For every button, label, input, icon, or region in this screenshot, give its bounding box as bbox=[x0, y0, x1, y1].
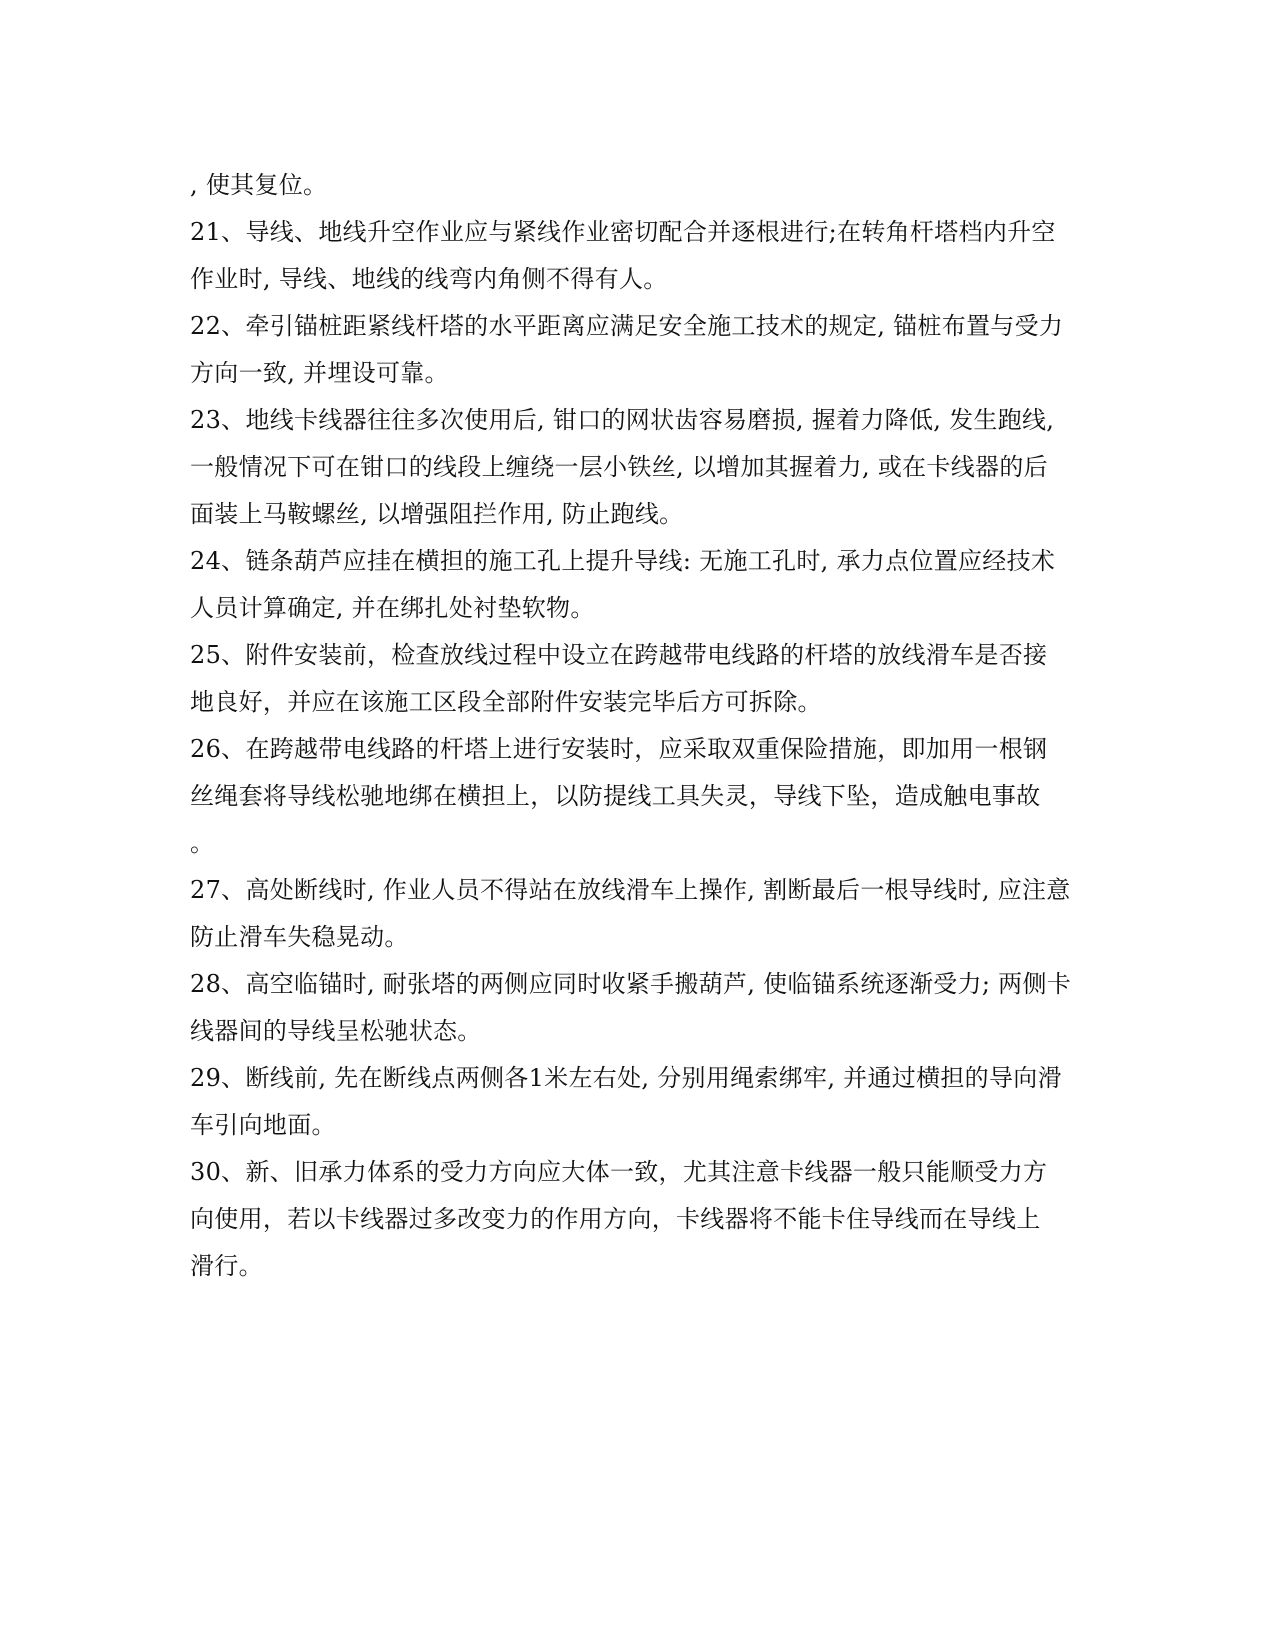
text-line: 车引向地面。 bbox=[190, 1111, 336, 1139]
text-line: 29、断线前, 先在断线点两侧各1米左右处, 分别用绳索绑牢, 并通过横担的导向滑 bbox=[190, 1064, 1062, 1092]
text-line: 25、附件安装前，检查放线过程中设立在跨越带电线路的杆塔的放线滑车是否接 bbox=[190, 641, 1048, 669]
text-line: 21、导线、地线升空作业应与紧线作业密切配合并逐根进行;在转角杆塔档内升空 bbox=[190, 218, 1056, 246]
text-line: 防止滑车失稳晃动。 bbox=[190, 923, 409, 951]
text-line: 26、在跨越带电线路的杆塔上进行安装时，应采取双重保险措施，即加用一根钢 bbox=[190, 735, 1048, 763]
text-line: 。 bbox=[190, 829, 215, 857]
text-line: 地良好，并应在该施工区段全部附件安装完毕后方可拆除。 bbox=[190, 688, 822, 716]
text-line: 滑行。 bbox=[190, 1252, 263, 1280]
text-line: 22、牵引锚桩距紧线杆塔的水平距离应满足安全施工技术的规定, 锚桩布置与受力 bbox=[190, 312, 1064, 340]
text-line: 27、高处断线时, 作业人员不得站在放线滑车上操作, 割断最后一根导线时, 应注意 bbox=[190, 876, 1071, 904]
text-line: 面装上马鞍螺丝, 以增强阻拦作用, 防止跑线。 bbox=[190, 500, 684, 528]
text-line: 24、链条葫芦应挂在横担的施工孔上提升导线: 无施工孔时, 承力点位置应经技术 bbox=[190, 547, 1056, 575]
text-line: 方向一致, 并埋设可靠。 bbox=[190, 359, 449, 387]
text-line: 一般情况下可在钳口的线段上缠绕一层小铁丝, 以增加其握着力, 或在卡线器的后 bbox=[190, 453, 1048, 481]
document-page bbox=[190, 162, 1090, 1290]
text-line: , 使其复位。 bbox=[190, 171, 328, 199]
text-line: 28、高空临锚时, 耐张塔的两侧应同时收紧手搬葫芦, 使临锚系统逐渐受力; 两侧卡 bbox=[190, 970, 1072, 998]
text-line: 人员计算确定, 并在绑扎处衬垫软物。 bbox=[190, 594, 595, 622]
text-line: 作业时, 导线、地线的线弯内角侧不得有人。 bbox=[190, 265, 668, 293]
text-line: 23、地线卡线器往往多次使用后, 钳口的网状齿容易磨损, 握着力降低, 发生跑线, bbox=[190, 406, 1055, 434]
text-line: 向使用，若以卡线器过多改变力的作用方向，卡线器将不能卡住导线而在导线上 bbox=[190, 1205, 1041, 1233]
text-line: 线器间的导线呈松驰状态。 bbox=[190, 1017, 482, 1045]
text-line: 丝绳套将导线松驰地绑在横担上，以防提线工具失灵，导线下坠，造成触电事故 bbox=[190, 782, 1041, 810]
text-line: 30、新、旧承力体系的受力方向应大体一致，尤其注意卡线器一般只能顺受力方 bbox=[190, 1158, 1048, 1186]
